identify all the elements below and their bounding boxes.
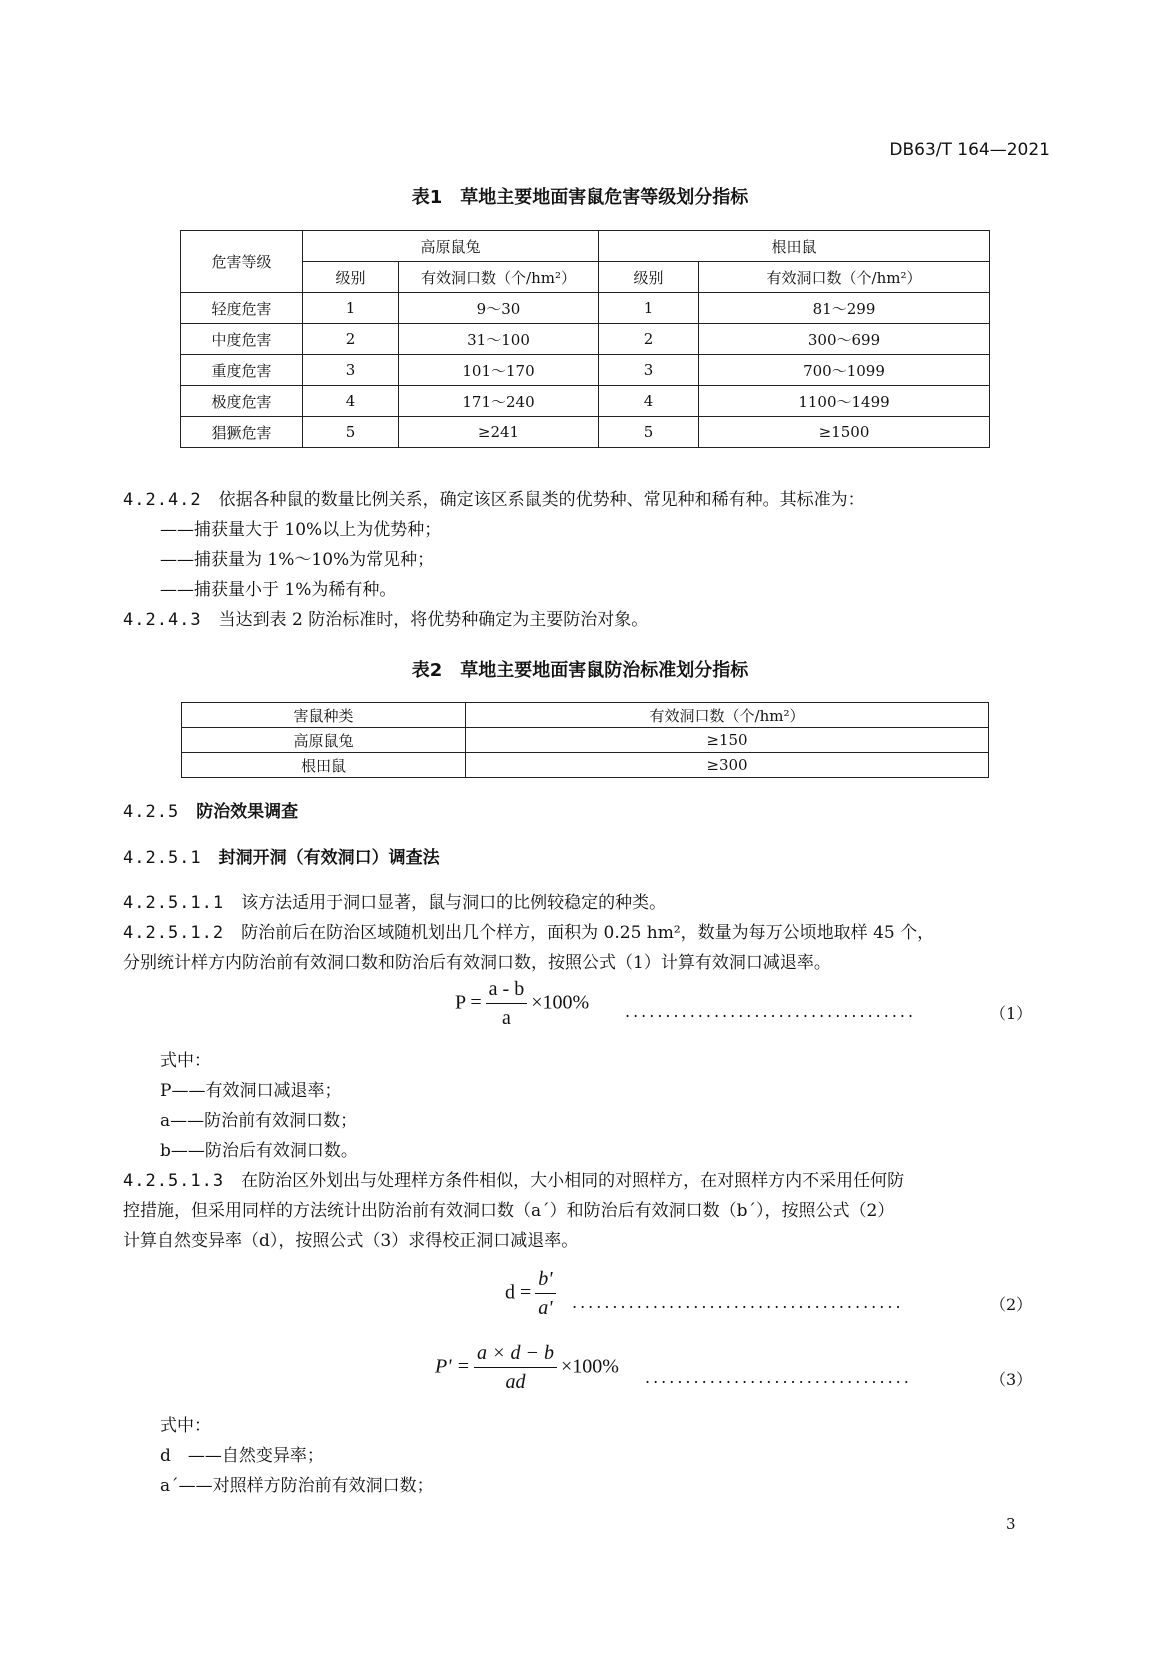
where-label: 式中： xyxy=(160,1051,211,1071)
formula-numerator: a × d − b xyxy=(474,1342,557,1368)
document-code: DB63/T 164—2021 xyxy=(889,140,1050,160)
section-title: 防治效果调查 xyxy=(196,802,299,822)
table-row xyxy=(181,293,990,324)
list-item: ——捕获量小于 1%为稀有种。 xyxy=(160,580,397,600)
paragraph-42513 xyxy=(123,1166,904,1191)
table2-header-holes: 有效洞口数（个/hm²） xyxy=(466,703,989,728)
list-item: a´——对照样方防治前有效洞口数； xyxy=(160,1476,434,1496)
table-cell: 101～170 xyxy=(399,355,599,386)
section-number: 4.2.4.3 xyxy=(123,610,202,630)
table-cell: ≥300 xyxy=(466,753,989,778)
formula-numerator: a - b xyxy=(486,978,528,1004)
table1-subheader-holes: 有效洞口数（个/hm²） xyxy=(699,262,990,293)
paragraph-text: 控措施，但采用同样的方法统计出防治前有效洞口数（a´）和防治后有效洞口数（b´），按照公式（2） xyxy=(123,1201,895,1221)
section-heading-4251 xyxy=(123,843,440,868)
section-number: 4.2.5 xyxy=(123,802,180,822)
table-cell: 极度危害 xyxy=(181,386,303,417)
table-cell: 700～1099 xyxy=(699,355,990,386)
table1-header-level: 危害等级 xyxy=(181,231,303,293)
formula-fraction xyxy=(474,1342,557,1394)
formula-denominator: a' xyxy=(538,1297,553,1319)
table2-caption: 表2 草地主要地面害鼠防治标准划分指标 xyxy=(411,660,749,681)
table-row xyxy=(181,355,990,386)
paragraph-text: 当达到表 2 防治标准时，将优势种确定为主要防治对象。 xyxy=(218,610,649,630)
equation-number: （1） xyxy=(990,1004,1033,1023)
table-cell: 300～699 xyxy=(699,324,990,355)
formula-lhs: d = xyxy=(505,1281,532,1304)
table-cell: 中度危害 xyxy=(181,324,303,355)
list-item: a——防治前有效洞口数； xyxy=(160,1111,358,1131)
paragraph-text: 在防治区外划出与处理样方条件相似，大小相同的对照样方，在对照样方内不采用任何防 xyxy=(241,1171,905,1191)
table-cell: 4 xyxy=(303,386,399,417)
table1-subheader-grade: 级别 xyxy=(599,262,699,293)
table-cell: 5 xyxy=(303,417,399,448)
table-row xyxy=(181,417,990,448)
table-cell: 5 xyxy=(599,417,699,448)
paragraph-text: 该方法适用于洞口显著，鼠与洞口的比例较稳定的种类。 xyxy=(241,893,667,913)
table1-header-group2: 根田鼠 xyxy=(599,231,990,262)
page-number: 3 xyxy=(1006,1515,1016,1533)
table-cell: 3 xyxy=(303,355,399,386)
section-number: 4.2.5.1.3 xyxy=(123,1171,225,1191)
section-number: 4.2.5.1 xyxy=(123,848,202,868)
paragraph-text: 分别统计样方内防治前有效洞口数和防治后有效洞口数，按照公式（1）计算有效洞口减退率。 xyxy=(123,953,831,973)
formula-fraction xyxy=(535,1268,555,1320)
formula-leader-dots: ................................. xyxy=(645,1368,912,1387)
table1-subheader-grade: 级别 xyxy=(303,262,399,293)
table-cell: 3 xyxy=(599,355,699,386)
table-cell: ≥241 xyxy=(399,417,599,448)
paragraph-4242 xyxy=(123,485,865,510)
list-item: ——捕获量为 1%～10%为常见种； xyxy=(160,550,435,570)
table2 xyxy=(181,702,989,778)
list-item: ——捕获量大于 10%以上为优势种； xyxy=(160,520,442,540)
equation-number: （3） xyxy=(990,1370,1033,1389)
table-cell: 1100～1499 xyxy=(699,386,990,417)
table-cell: 31～100 xyxy=(399,324,599,355)
formula-lhs: P = xyxy=(455,991,482,1014)
table-cell: 4 xyxy=(599,386,699,417)
formula-denominator: ad xyxy=(505,1371,526,1393)
table-cell: ≥150 xyxy=(466,728,989,753)
table-cell: 根田鼠 xyxy=(182,753,466,778)
formula-2 xyxy=(505,1268,560,1320)
table-cell: 轻度危害 xyxy=(181,293,303,324)
formula-rhs: ×100% xyxy=(561,1355,619,1378)
paragraph-42512 xyxy=(123,918,934,943)
formula-leader-dots: ......................................... xyxy=(572,1293,904,1312)
table1-header-group1: 高原鼠兔 xyxy=(303,231,599,262)
formula-1 xyxy=(455,978,589,1030)
table-cell: 171～240 xyxy=(399,386,599,417)
table1-caption: 表1 草地主要地面害鼠危害等级划分指标 xyxy=(411,187,749,208)
paragraph-text: 计算自然变异率（d），按照公式（3）求得校正洞口减退率。 xyxy=(123,1231,579,1251)
paragraph-42511 xyxy=(123,888,666,913)
table2-header-species: 害鼠种类 xyxy=(182,703,466,728)
table-cell: 2 xyxy=(303,324,399,355)
paragraph-text: 防治前后在防治区域随机划出几个样方，面积为 0.25 hm²，数量为每万公顷地取样 45 个， xyxy=(241,923,935,943)
table-row xyxy=(182,753,989,778)
formula-rhs: ×100% xyxy=(531,991,590,1014)
table-cell: 9～30 xyxy=(399,293,599,324)
section-number: 4.2.4.2 xyxy=(123,490,202,510)
formula-3 xyxy=(435,1342,619,1394)
formula-leader-dots: .................................... xyxy=(625,1002,917,1021)
section-heading-425 xyxy=(123,797,298,822)
table-row xyxy=(182,728,989,753)
section-number: 4.2.5.1.2 xyxy=(123,923,225,943)
table1-subheader-holes: 有效洞口数（个/hm²） xyxy=(399,262,599,293)
formula-fraction xyxy=(486,978,528,1030)
table-cell: 高原鼠兔 xyxy=(182,728,466,753)
paragraph-text: 依据各种鼠的数量比例关系，确定该区系鼠类的优势种、常见种和稀有种。其标准为： xyxy=(218,490,865,510)
table-cell: 81～299 xyxy=(699,293,990,324)
table-cell: 1 xyxy=(599,293,699,324)
list-item: b——防治后有效洞口数。 xyxy=(160,1141,358,1161)
table-row xyxy=(181,324,990,355)
section-number: 4.2.5.1.1 xyxy=(123,893,225,913)
formula-lhs: P' = xyxy=(435,1355,470,1378)
section-title: 封洞开洞（有效洞口）调查法 xyxy=(218,848,440,868)
list-item: P——有效洞口减退率； xyxy=(160,1081,342,1101)
list-item: d ——自然变异率； xyxy=(160,1446,324,1466)
paragraph-4243 xyxy=(123,605,648,630)
table-cell: 1 xyxy=(303,293,399,324)
table-cell: 猖獗危害 xyxy=(181,417,303,448)
table-cell: 2 xyxy=(599,324,699,355)
table-cell: ≥1500 xyxy=(699,417,990,448)
table1 xyxy=(180,230,990,448)
formula-numerator: b' xyxy=(535,1268,555,1294)
formula-denominator: a xyxy=(502,1007,511,1029)
table-cell: 重度危害 xyxy=(181,355,303,386)
where-label: 式中： xyxy=(160,1416,211,1436)
equation-number: （2） xyxy=(990,1295,1033,1314)
table-row xyxy=(181,386,990,417)
